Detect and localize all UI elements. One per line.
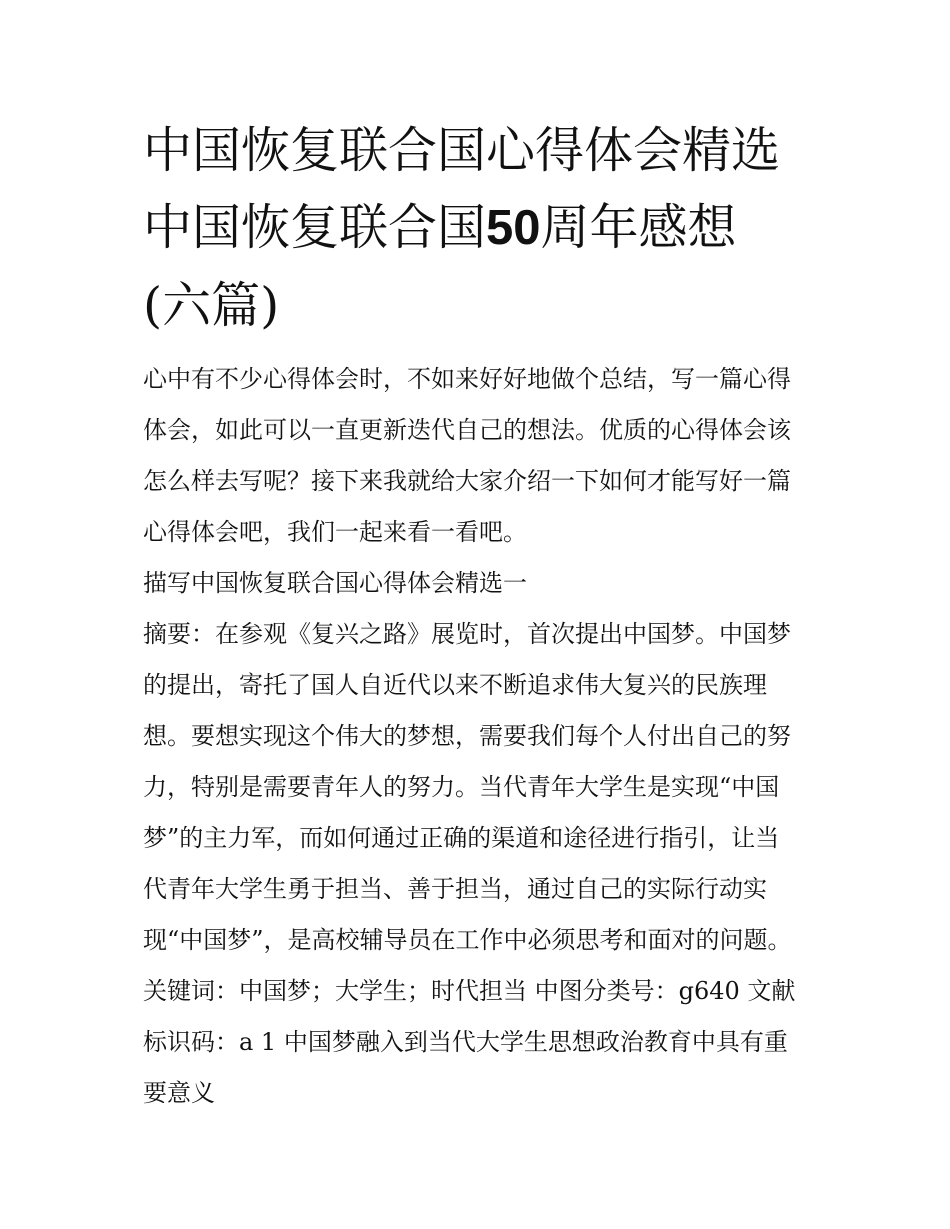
document-page	[143, 112, 823, 1119]
title-line-1: 中国恢复联合国心得体会精选	[143, 122, 781, 179]
body-line: 力，特别是需要青年人的努力。当代青年大学生是实现“中国	[143, 773, 780, 801]
title-line-3: (六篇)	[143, 277, 280, 334]
body-line: 想。要想实现这个伟大的梦想，需要我们每个人付出自己的努	[143, 722, 791, 750]
body-line: 摘要：在参观《复兴之路》展览时，首次提出中国梦。中国梦	[143, 620, 791, 648]
body-line: 心得体会吧，我们一起来看一看吧。	[143, 518, 527, 546]
body-line: 关键词：中国梦；大学生；时代担当 中图分类号：g640 文献	[143, 977, 796, 1005]
document-title	[143, 112, 823, 344]
title-text-prefix: 中国恢复联合国	[143, 199, 487, 256]
body-line: 要意义	[143, 1079, 215, 1107]
title-text-suffix: 周年感想	[540, 199, 737, 256]
body-line: 心中有不少心得体会时，不如来好好地做个总结，写一篇心得	[143, 365, 791, 393]
section-heading: 描写中国恢复联合国心得体会精选一	[143, 569, 527, 597]
body-line: 标识码：a 1 中国梦融入到当代大学生思想政治教育中具有重	[143, 1028, 788, 1056]
body-line: 现“中国梦”，是高校辅导员在工作中必须思考和面对的问题。	[143, 926, 792, 954]
body-line: 梦”的主力军，而如何通过正确的渠道和途径进行指引，让当	[143, 824, 780, 852]
body-line: 体会，如此可以一直更新迭代自己的想法。优质的心得体会该	[143, 416, 791, 444]
body-line: 怎么样去写呢？接下来我就给大家介绍一下如何才能写好一篇	[143, 467, 791, 495]
title-number: 50	[486, 201, 541, 255]
document-body	[143, 354, 823, 1119]
body-line: 代青年大学生勇于担当、善于担当，通过自己的实际行动实	[143, 875, 767, 903]
body-line: 的提出，寄托了国人自近代以来不断追求伟大复兴的民族理	[143, 671, 767, 699]
title-line-2	[143, 189, 823, 267]
